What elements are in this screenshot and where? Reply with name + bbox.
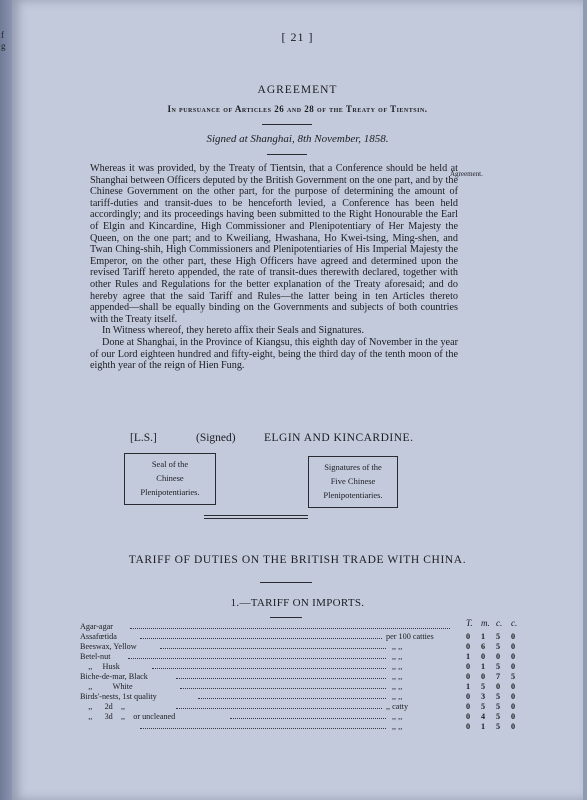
row-values: 1 5 0 0: [466, 682, 516, 691]
seal-line: Plenipotentiaries.: [140, 487, 200, 497]
row-values: 1 0 0 0: [466, 652, 516, 661]
margin-note: Agreement.: [450, 170, 483, 178]
row-item: Biche-de-mar, Black: [80, 672, 148, 681]
row-values: 0 1 5 0: [466, 662, 516, 671]
agreement-body: [90, 163, 458, 372]
scan-edge: [0, 0, 12, 800]
dot-leader: [140, 722, 386, 729]
row-unit: ,, catty: [386, 702, 409, 711]
page-number: [ 21 ]: [281, 30, 314, 44]
header-cash: c.: [511, 618, 518, 628]
table-row: [80, 722, 530, 732]
agreement-paragraph: Whereas it was provided, by the Treaty of Tientsin, that a Conference should be held at Shanghai between Officers deputed by the British Government on the one part, and by the Chinese Government on the other part, for the purpose of determining the amount of tariff-duties and transit-dues to be henceforth levied, a Conference has been held accordingly; and its proceedings having been submitted to the Right Honourable the Earl of Elgin and Kincardine, High Commissioner and Plenipotentiary of Her Majesty the Queen, on the one part; and to Kweiliang, Hwashana, Ho Kwei-tsing, Ming-shen, and Twan Ching-shih, High Commissioners and Plenipotentiaries of His Imperial Majesty the Emperor, on the other part, these High Officers have agreed and determined upon the revised Tariff hereto appended, the rate of transit-dues therewith declared, together with other Rules and Regulations for the better explanation of the Treaty aforesaid; and do hereby agree that the said Tariff and Rules—the latter being in ten Articles thereto appended—shall be equally binding on the Governments and subjects of both countries with the Treaty itself.: [90, 163, 458, 325]
row-unit: ,, ,,: [392, 682, 403, 691]
table-row: [80, 712, 530, 722]
seal-line: Five Chinese: [330, 476, 376, 486]
row-unit: ,, ,,: [392, 662, 403, 671]
edge-mark: f: [1, 30, 4, 40]
dot-leader: [180, 682, 386, 689]
table-row: [80, 682, 530, 692]
imports-section-title: 1.—TARIFF ON IMPORTS.: [230, 597, 365, 609]
seal-line: Signatures of the: [324, 462, 382, 472]
seal-line: Chinese: [156, 473, 184, 483]
row-unit: ,, ,,: [392, 722, 403, 731]
signatory-names: ELGIN AND KINCARDINE.: [264, 432, 414, 444]
row-unit: ,, ,,: [392, 652, 403, 661]
table-row: [80, 672, 530, 682]
dot-leader: [198, 692, 386, 699]
table-row: [80, 692, 530, 702]
row-unit: per 100 catties: [386, 632, 434, 641]
agreement-paragraph: In Witness whereof, they hereto affix their Seals and Signatures.: [102, 325, 365, 337]
table-row: [80, 632, 530, 642]
row-item: Assafœtida: [80, 632, 117, 641]
header-tael: T.: [466, 618, 473, 628]
seal-box-right: [308, 456, 398, 508]
row-item: Agar-agar: [80, 622, 114, 631]
dot-leader: [140, 632, 382, 639]
dot-leader: [160, 642, 386, 649]
row-item: ,, 2d ,,: [80, 702, 126, 711]
table-row: [80, 642, 530, 652]
divider-rule: [260, 582, 312, 583]
table-row: [80, 662, 530, 672]
dot-leader: [230, 712, 386, 719]
tariff-title: TARIFF OF DUTIES ON THE BRITISH TRADE WITH CHINA.: [128, 554, 467, 566]
row-item: ,, White: [80, 682, 133, 691]
row-item: Beeswax, Yellow: [80, 642, 137, 651]
row-unit: ,, ,,: [392, 642, 403, 651]
dot-leader: [130, 622, 450, 629]
ls-mark: [L.S.]: [130, 432, 157, 444]
row-values: 0 1 5 0: [466, 632, 516, 641]
header-mace: m.: [481, 618, 490, 628]
table-row: [80, 702, 530, 712]
dot-leader: [128, 652, 386, 659]
row-unit: ,, ,,: [392, 692, 403, 701]
row-values: 0 0 7 5: [466, 672, 516, 681]
row-unit: ,, ,,: [392, 672, 403, 681]
row-values: 0 5 5 0: [466, 702, 516, 711]
table-row: [80, 652, 530, 662]
seal-box-left: [124, 453, 216, 505]
double-rule: [204, 518, 308, 519]
row-values: 0 6 5 0: [466, 642, 516, 651]
row-item: Birds'-nests, 1st quality: [80, 692, 157, 701]
agreement-paragraph: Done at Shanghai, in the Province of Kiangsu, this eighth day of November in the year of our Lord eighteen hundred and fifty-eight, being the third day of the tenth moon of the eighth year of the reign of Hien Fung.: [90, 336, 458, 372]
row-values: 0 4 5 0: [466, 712, 516, 721]
seal-line: Seal of the: [151, 459, 189, 469]
header-candareen: c.: [496, 618, 503, 628]
divider-rule: [267, 154, 307, 155]
row-item: ,, 3d ,, or uncleaned: [80, 712, 176, 721]
double-rule: [204, 515, 308, 516]
signed-mark: (Signed): [196, 432, 236, 444]
row-unit: ,, ,,: [392, 712, 403, 721]
edge-mark: g: [1, 41, 6, 51]
row-values: 0 1 5 0: [466, 722, 516, 731]
row-values: 0 3 5 0: [466, 692, 516, 701]
signed-date: Signed at Shanghai, 8th November, 1858.: [206, 133, 389, 145]
divider-rule: [262, 124, 312, 125]
divider-rule: [270, 617, 302, 618]
document-page: [12, 0, 583, 800]
seal-line: Plenipotentiaries.: [323, 490, 383, 500]
agreement-subtitle: In pursuance of Articles 26 and 28 of the Treaty of Tientsin.: [167, 104, 428, 114]
edge-marks: [1, 30, 9, 52]
table-row: [80, 622, 530, 632]
dot-leader: [176, 702, 382, 709]
row-item: ,, Husk: [80, 662, 120, 671]
row-item: Betel-nut: [80, 652, 111, 661]
agreement-title: AGREEMENT: [257, 84, 338, 96]
dot-leader: [152, 662, 386, 669]
dot-leader: [176, 672, 386, 679]
